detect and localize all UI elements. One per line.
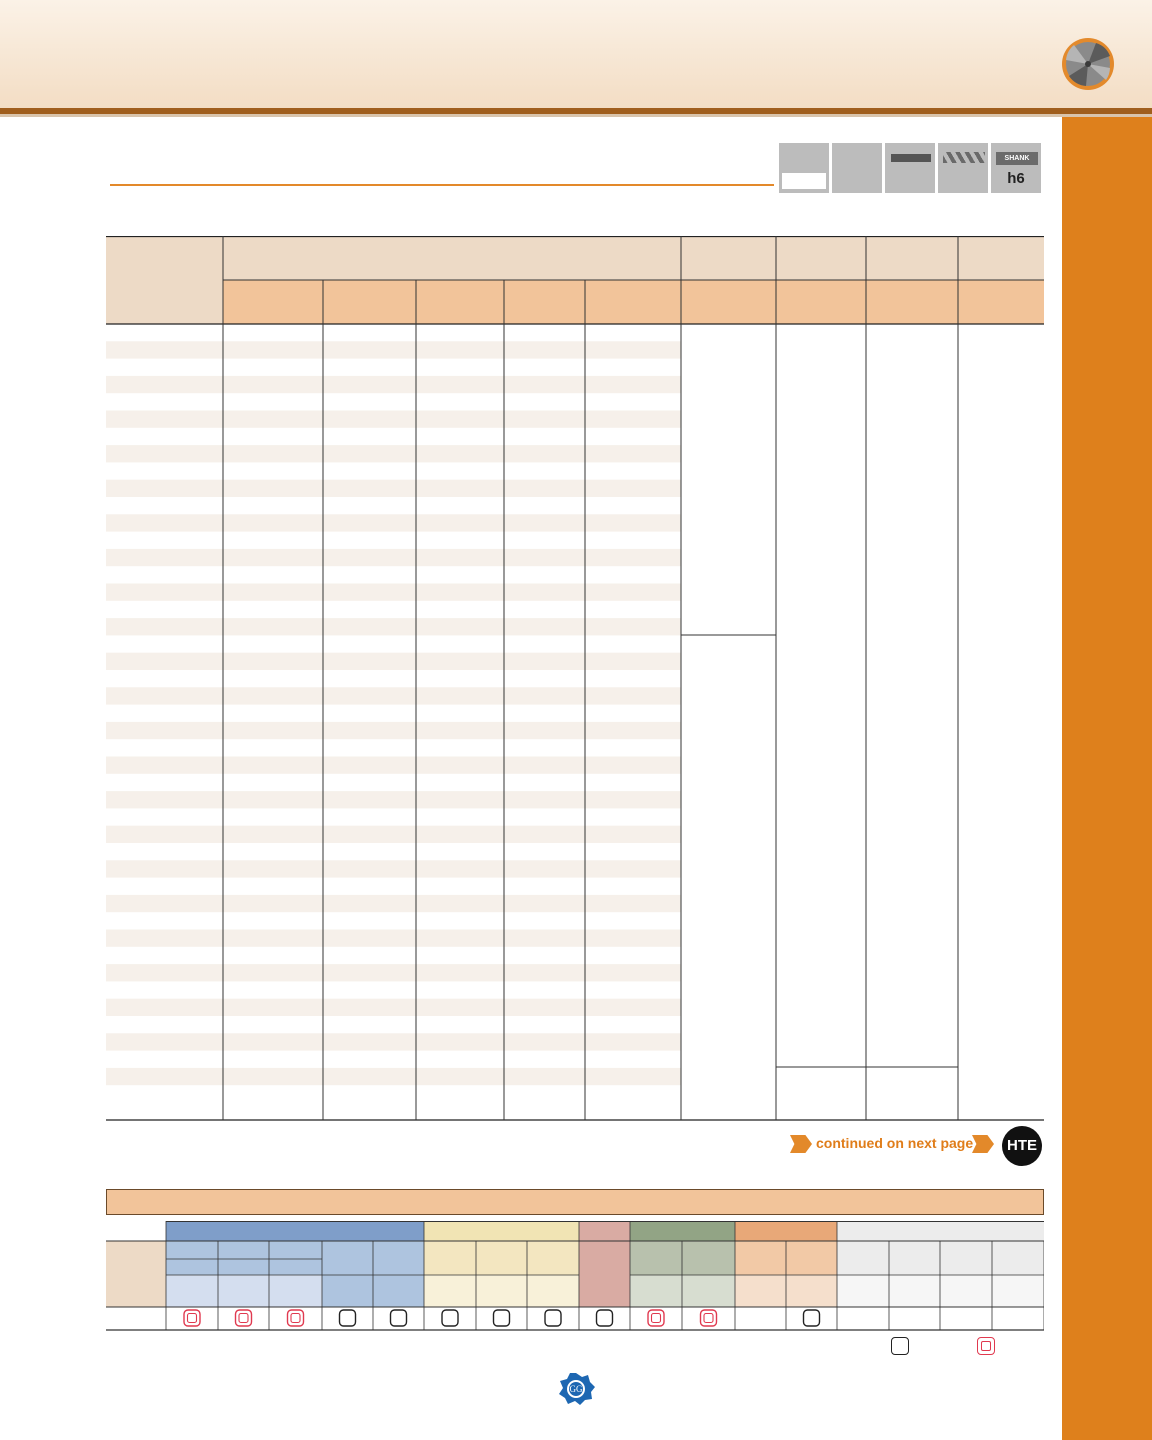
table-row <box>106 618 681 635</box>
drill-end-icon <box>1060 36 1116 92</box>
shank-label: SHANK <box>996 152 1038 165</box>
spiral-flute-hatch <box>943 152 985 163</box>
straight-flute-bar <box>891 154 931 162</box>
rating-recommended-icon <box>288 1310 304 1326</box>
material-group-header <box>837 1221 1044 1241</box>
table-row <box>106 445 681 462</box>
table-row <box>106 653 681 670</box>
legend-suitable-icon <box>891 1337 909 1355</box>
svg-text:GG: GG <box>569 1384 583 1394</box>
shank-tolerance-icon <box>991 143 1041 193</box>
spec-table <box>106 236 1044 1121</box>
legend-recommended-icon <box>977 1337 995 1355</box>
material-group-header <box>424 1221 579 1241</box>
table-row <box>106 376 681 393</box>
continued-text: continued on next page <box>816 1135 974 1151</box>
table-row <box>106 791 681 808</box>
shank-tolerance-label: h6 <box>1007 170 1025 187</box>
table-row <box>106 722 681 739</box>
continued-arrow-left-icon <box>790 1135 812 1153</box>
material-group-cells <box>837 1275 1044 1307</box>
blank-spec-icon <box>779 143 829 193</box>
rating-suitable-icon <box>391 1310 407 1326</box>
rating-suitable-icon <box>340 1310 356 1326</box>
table-row <box>106 757 681 774</box>
table-row <box>106 584 681 601</box>
material-group-cells <box>630 1275 735 1307</box>
material-table <box>106 1221 1044 1331</box>
continued-note <box>790 1133 1000 1155</box>
rating-suitable-icon <box>597 1310 613 1326</box>
material-group-sub <box>837 1241 1044 1275</box>
header-row-top <box>106 236 1044 280</box>
rating-suitable-icon <box>545 1310 561 1326</box>
table-row <box>106 895 681 912</box>
material-banner <box>106 1189 1044 1215</box>
material-group-header <box>630 1221 735 1241</box>
material-group-cells <box>424 1275 579 1307</box>
rating-suitable-icon <box>442 1310 458 1326</box>
material-row-label-cell <box>106 1241 166 1307</box>
continued-arrow-right-icon <box>972 1135 994 1153</box>
rating-recommended-icon <box>648 1310 664 1326</box>
page-header-band <box>0 0 1152 108</box>
material-rose-merged <box>579 1221 630 1307</box>
straight-flute-icon <box>885 143 935 193</box>
table-row <box>106 549 681 566</box>
rating-suitable-icon <box>494 1310 510 1326</box>
plain-spec-icon <box>832 143 882 193</box>
material-cream-sub <box>424 1241 579 1275</box>
hte-badge: HTE <box>1002 1126 1042 1166</box>
table-row <box>106 1033 681 1050</box>
header-stub-cell <box>106 280 223 324</box>
rating-suitable-icon <box>804 1310 820 1326</box>
spiral-flute-icon <box>938 143 988 193</box>
table-row <box>106 341 681 358</box>
legend-recommended-inner <box>981 1341 991 1351</box>
title-underline <box>110 184 774 186</box>
table-row <box>106 687 681 704</box>
table-row <box>106 930 681 947</box>
rating-recommended-icon <box>184 1310 200 1326</box>
table-row <box>106 514 681 531</box>
material-group-header <box>735 1221 837 1241</box>
rating-recommended-icon <box>701 1310 717 1326</box>
table-row <box>106 999 681 1016</box>
table-row <box>106 860 681 877</box>
osg-logo-icon <box>556 1371 596 1407</box>
header-row-sub <box>223 280 1044 324</box>
table-row <box>106 964 681 981</box>
table-row <box>106 411 681 428</box>
rating-recommended-icon <box>236 1310 252 1326</box>
header-rule-shadow <box>0 114 1152 117</box>
material-group-header <box>166 1221 424 1241</box>
material-blue-subrow <box>166 1259 322 1275</box>
material-group-sub <box>630 1241 735 1275</box>
table-row <box>106 480 681 497</box>
section-side-tab <box>1062 117 1152 1440</box>
table-row <box>106 1068 681 1085</box>
table-row <box>106 826 681 843</box>
spec-white-panel <box>782 173 826 189</box>
